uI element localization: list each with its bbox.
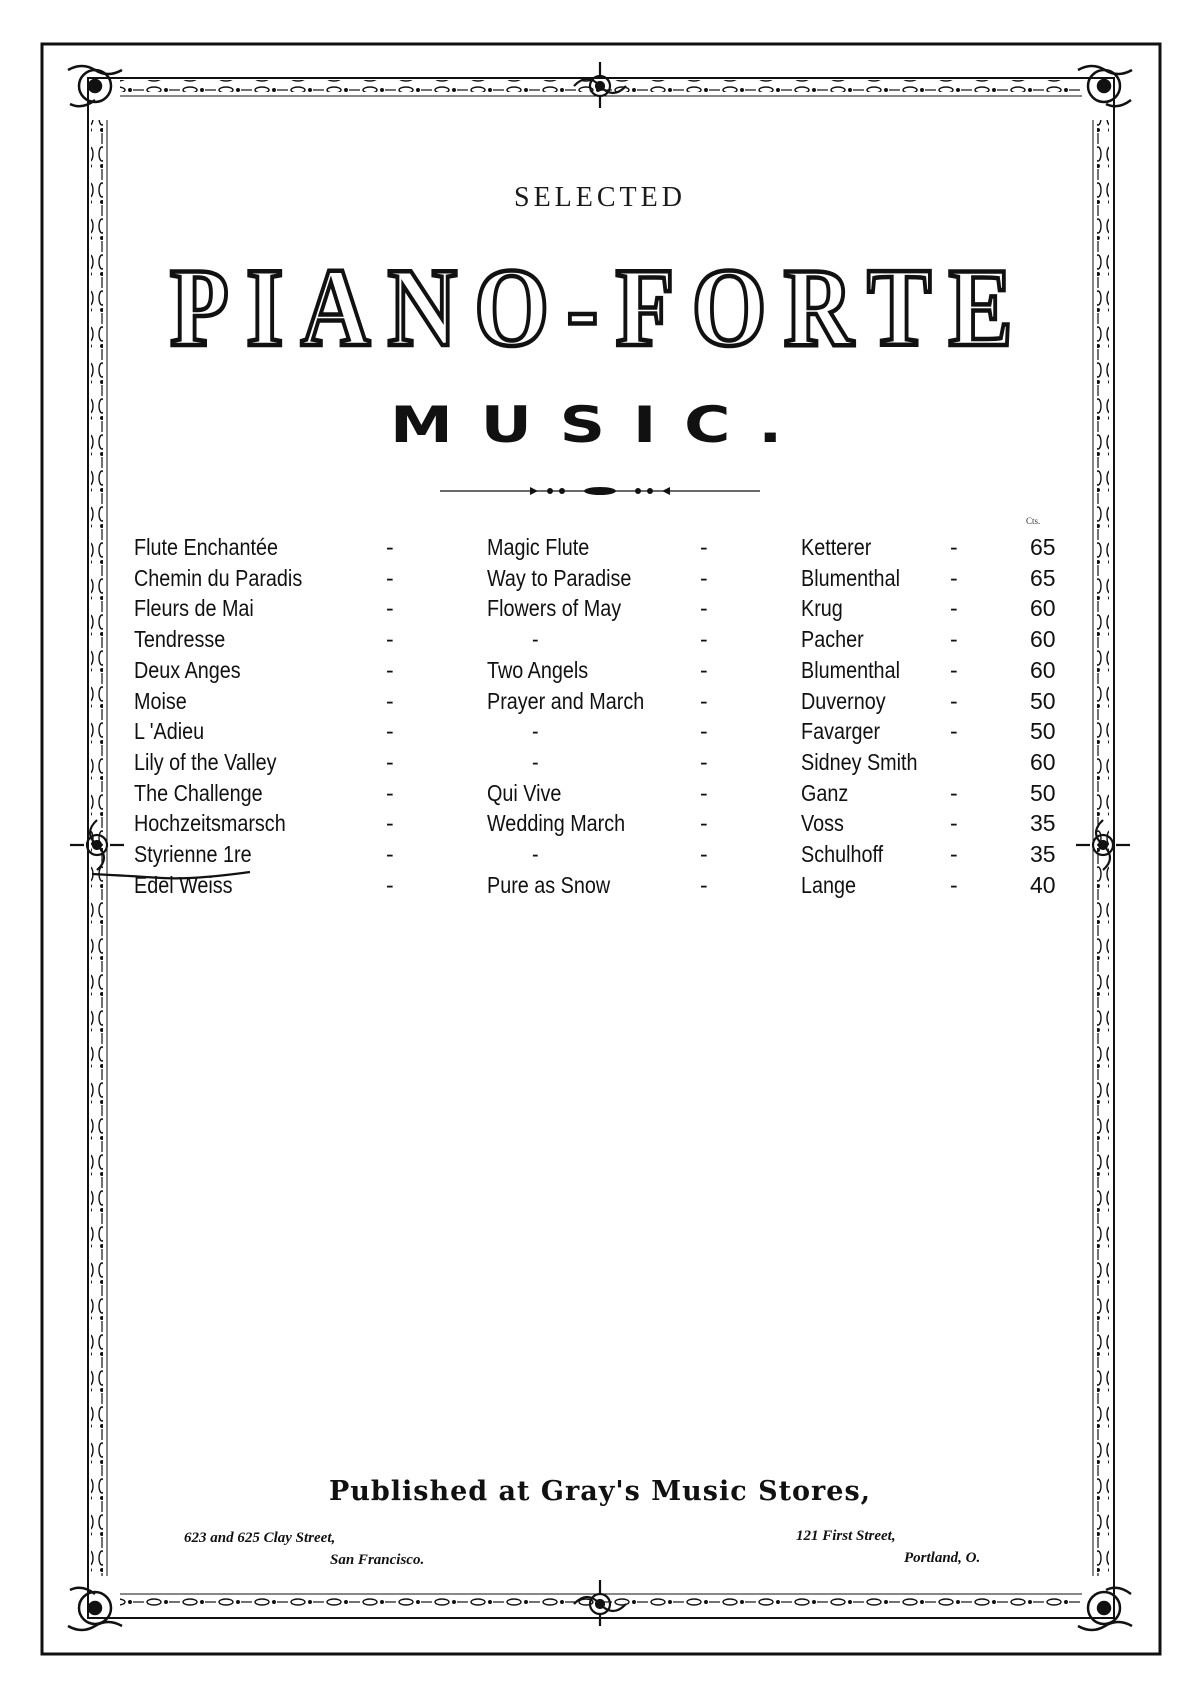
separator-dash: - (700, 564, 708, 591)
entry-composer: Favarger (801, 718, 881, 745)
entry-composer: Lange (801, 871, 857, 898)
separator-dash: - (700, 871, 708, 898)
list-item (0, 563, 1200, 593)
separator-dash: - (950, 656, 958, 683)
separator-dash: - (950, 871, 958, 898)
separator-dash: - (700, 534, 708, 560)
separator-dash: - (950, 595, 958, 622)
piano-forte-title-text: PIANO-FORTE (170, 246, 1030, 370)
entry-composer: Blumenthal (801, 656, 900, 683)
entry-title: Flute Enchantée (134, 534, 279, 560)
entry-composer: Voss (801, 810, 844, 837)
separator-dash: - (700, 779, 708, 806)
separator-dash: - (950, 534, 958, 560)
list-item (0, 624, 1200, 654)
list-item (0, 778, 1200, 808)
entry-translation: - (532, 626, 539, 653)
entry-title: Moise (134, 687, 187, 714)
list-item (0, 532, 1200, 562)
entry-translation: Qui Vive (487, 779, 562, 806)
list-item (0, 747, 1200, 777)
list-item (0, 716, 1200, 746)
piano-forte-title (160, 246, 1040, 370)
list-item (0, 839, 1200, 869)
separator-dash: - (950, 718, 958, 745)
publisher-line: Published at Gray's Music Stores, (328, 1476, 872, 1507)
entry-translation: Flowers of May (487, 595, 622, 622)
separator-dash: - (386, 748, 394, 775)
entry-price: 60 (1030, 748, 1056, 775)
separator-dash: - (950, 687, 958, 714)
separator-dash: - (700, 718, 708, 745)
entry-price: 35 (1030, 841, 1056, 867)
entry-composer: Schulhoff (801, 841, 884, 867)
sf-street: 623 and 625 Clay Street, (184, 1530, 336, 1546)
separator-dash: - (950, 564, 958, 591)
entry-composer: Pacher (801, 626, 864, 653)
entry-translation: Pure as Snow (487, 871, 611, 898)
separator-dash: - (386, 687, 394, 714)
selected-heading: SELECTED (514, 182, 686, 213)
music-subtitle-text: MUSIC. (390, 396, 810, 454)
entry-title: Tendresse (134, 626, 226, 653)
separator-dash: - (386, 564, 394, 591)
separator-dash: - (950, 626, 958, 653)
separator-dash: - (386, 626, 394, 653)
entry-price: 50 (1030, 718, 1056, 745)
separator-dash: - (386, 595, 394, 622)
separator-dash: - (700, 841, 708, 867)
separator-dash: - (386, 534, 394, 560)
entry-translation: Magic Flute (487, 534, 590, 560)
pen-mark (92, 868, 252, 882)
entry-title: Fleurs de Mai (134, 595, 254, 622)
list-item (0, 686, 1200, 716)
separator-dash: - (700, 595, 708, 622)
sf-city: San Francisco. (330, 1552, 425, 1568)
entry-translation: Wedding March (487, 810, 626, 837)
portland-city: Portland, O. (904, 1550, 981, 1566)
portland-street: 121 First Street, (796, 1528, 896, 1544)
separator-dash: - (700, 626, 708, 653)
entry-translation: - (532, 841, 539, 867)
separator-dash: - (950, 810, 958, 837)
entry-composer: Duvernoy (801, 687, 886, 714)
music-subtitle (380, 396, 820, 454)
separator-dash: - (386, 841, 394, 867)
separator-dash: - (700, 810, 708, 837)
separator-dash: - (386, 718, 394, 745)
entry-title: Deux Anges (134, 656, 241, 683)
separator-dash: - (950, 841, 958, 867)
entry-translation: Prayer and March (487, 687, 645, 714)
entry-composer: Ganz (801, 779, 849, 806)
entry-title: Lily of the Valley (134, 748, 277, 775)
separator-dash: - (386, 810, 394, 837)
entry-title: Edel Weiss (134, 871, 233, 898)
entry-price: 40 (1030, 871, 1056, 898)
entry-price: 50 (1030, 687, 1056, 714)
list-item (0, 655, 1200, 685)
entry-price: 50 (1030, 779, 1056, 806)
separator-dash: - (700, 748, 708, 775)
entry-title: The Challenge (134, 779, 263, 806)
entry-price: 65 (1030, 564, 1056, 591)
separator-dash: - (950, 779, 958, 806)
entry-composer: Ketterer (801, 534, 872, 560)
separator-dash: - (386, 779, 394, 806)
entry-price: 60 (1030, 595, 1056, 622)
entry-composer: Krug (801, 595, 843, 622)
entry-translation: - (532, 718, 539, 745)
price-column-header: Cts. (1026, 516, 1041, 526)
entry-price: 60 (1030, 656, 1056, 683)
separator-dash: - (700, 687, 708, 714)
decorative-divider (440, 484, 760, 498)
entry-translation: Way to Paradise (487, 564, 632, 591)
separator-dash: - (386, 656, 394, 683)
entry-translation: - (532, 748, 539, 775)
separator-dash: - (386, 871, 394, 898)
list-item (0, 808, 1200, 838)
entry-title: Chemin du Paradis (134, 564, 303, 591)
entry-translation: Two Angels (487, 656, 589, 683)
separator-dash: - (700, 656, 708, 683)
entry-price: 60 (1030, 626, 1056, 653)
entry-title: Styrienne 1re (134, 841, 252, 867)
entry-composer: Sidney Smith (801, 748, 918, 775)
entry-title: Hochzeitsmarsch (134, 810, 286, 837)
entry-price: 35 (1030, 810, 1056, 837)
entry-price: 65 (1030, 534, 1056, 560)
list-item (0, 593, 1200, 623)
entry-composer: Blumenthal (801, 564, 900, 591)
entry-title: L 'Adieu (134, 718, 205, 745)
